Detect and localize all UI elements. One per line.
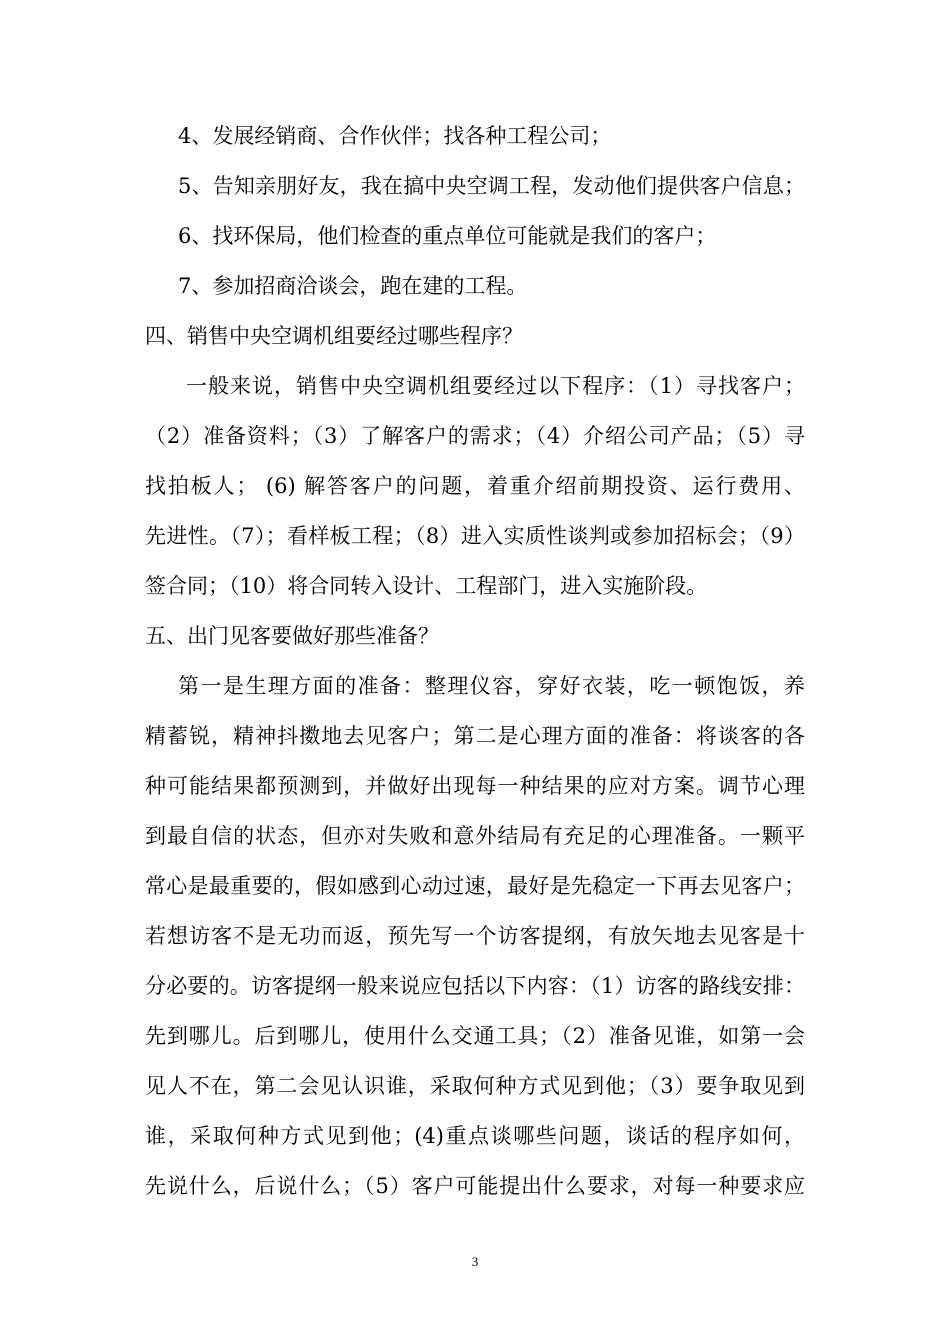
- list-item: 4、发展经销商、合作伙伴；找各种工程公司；: [178, 124, 612, 148]
- paragraph-line: 谁，采取何种方式见到他；(4)重点谈哪些问题，谈话的程序如何，: [145, 1124, 805, 1148]
- paragraph-line: 先说什么，后说什么；（5）客户可能提出什么要求，对每一种要求应: [145, 1174, 805, 1198]
- paragraph-line: 找拍板人； (6) 解答客户的问题，着重介绍前期投资、运行费用、: [145, 474, 805, 498]
- paragraph-line: 精蓄锐，精神抖擞地去见客户；第二是心理方面的准备：将谈客的各: [145, 724, 805, 748]
- page-number: 3: [471, 1254, 479, 1269]
- section-heading: 四、销售中央空调机组要经过哪些程序？: [145, 324, 523, 348]
- paragraph-line: 先到哪儿。后到哪儿，使用什么交通工具；（2）准备见谁，如第一会: [145, 1024, 805, 1048]
- paragraph-line: 签合同；（10）将合同转入设计、工程部门，进入实施阶段。: [145, 574, 708, 598]
- paragraph-line: 先进性。（7）；看样板工程；（8）进入实质性谈判或参加招标会；（9）: [145, 524, 805, 548]
- paragraph-line: 种可能结果都预测到，并做好出现每一种结果的应对方案。调节心理: [145, 774, 805, 798]
- paragraph-line: 常心是最重要的，假如感到心动过速，最好是先稳定一下再去见客户；: [145, 874, 805, 898]
- paragraph-line: 到最自信的状态，但亦对失败和意外结局有充足的心理准备。一颗平: [145, 824, 805, 848]
- list-item: 5、告知亲朋好友，我在搞中央空调工程，发动他们提供客户信息；: [178, 174, 805, 198]
- paragraph-line: （2）准备资料；（3）了解客户的需求；（4）介绍公司产品；（5）寻: [145, 424, 805, 448]
- list-item: 6、找环保局，他们检查的重点单位可能就是我们的客户；: [178, 224, 717, 248]
- section-heading: 五、出门见客要做好那些准备？: [145, 624, 439, 648]
- paragraph-line: 一般来说，销售中央空调机组要经过以下程序：（1）寻找客户；: [186, 374, 805, 398]
- paragraph-line: 第一是生理方面的准备：整理仪容，穿好衣装，吃一顿饱饭，养: [178, 674, 805, 698]
- list-item: 7、参加招商洽谈会，跑在建的工程。: [178, 274, 528, 298]
- paragraph-line: 若想访客不是无功而返，预先写一个访客提纲，有放矢地去见客是十: [145, 924, 805, 948]
- paragraph-line: 见人不在，第二会见认识谁，采取何种方式见到他；（3）要争取见到: [145, 1074, 805, 1098]
- paragraph-line: 分必要的。访客提纲一般来说应包括以下内容：（1）访客的路线安排：: [145, 974, 805, 998]
